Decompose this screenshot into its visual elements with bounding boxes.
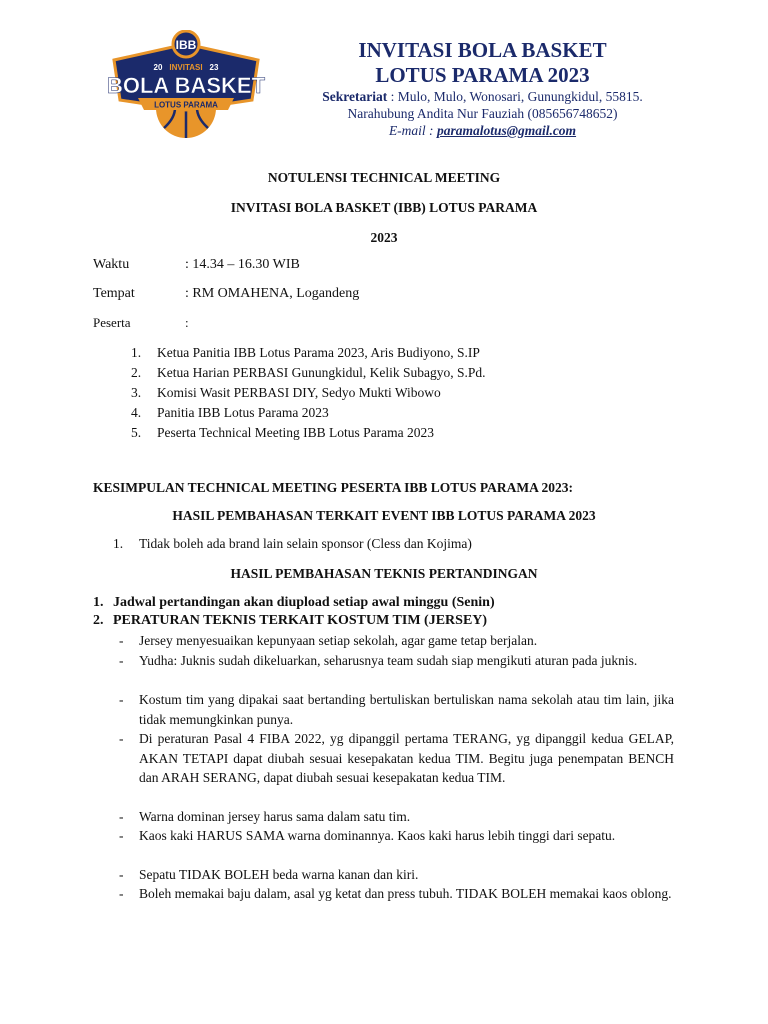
- list-item: 5. Peserta Technical Meeting IBB Lotus Parama 2023: [131, 425, 434, 440]
- list-item: 3. Komisi Wasit PERBASI DIY, Sedyo Mukti Wibowo: [131, 385, 441, 400]
- svg-text:INVITASI: INVITASI: [169, 63, 203, 72]
- email-line: E-mail : paramalotus@gmail.com: [388, 123, 577, 138]
- heading-line1: NOTULENSI TECHNICAL MEETING: [267, 170, 501, 185]
- jersey-rule: - Jersey menyesuaikan kepunyaan setiap sekolah, agar game tetap berjalan.: [119, 633, 538, 648]
- conclusion-title: KESIMPULAN TECHNICAL MEETING PESERTA IBB LOTUS PARAMA 2023:: [93, 480, 573, 495]
- jersey-rule: - Kostum tim yang dipakai saat bertanding bertuliskan bertuliskan nama sekolah atau tim lain, jika tidak memungkinkan punya.: [119, 692, 674, 727]
- org-title-line1: INVITASI BOLA BASKET: [358, 38, 607, 62]
- tempat-label: Tempat: [93, 286, 135, 301]
- jersey-rule: - Kaos kaki HARUS SAMA warna dominannya. Kaos kaki harus lebih tinggi dari sepatu.: [119, 828, 616, 843]
- svg-text:LOTUS PARAMA: LOTUS PARAMA: [154, 100, 218, 110]
- ibb-logo: [96, 30, 276, 142]
- svg-text:20: 20: [153, 63, 163, 72]
- letterhead: [300, 38, 665, 139]
- email-link[interactable]: paramalotus@gmail.com: [436, 123, 577, 138]
- svg-text:IBB: IBB: [175, 38, 197, 52]
- event-item-1: 1. Tidak boleh ada brand lain selain sponsor (Cless dan Kojima): [113, 536, 472, 551]
- list-item: 2. Ketua Harian PERBASI Gunungkidul, Kelik Subagyo, S.Pd.: [131, 365, 486, 380]
- svg-text:23: 23: [209, 63, 219, 72]
- tempat-row: [93, 286, 675, 302]
- secretariat-address: Sekretariat : Mulo, Mulo, Wonosari, Gunungkidul, 55815.: [322, 89, 643, 104]
- list-item: 1. Ketua Panitia IBB Lotus Parama 2023, Aris Budiyono, S.IP: [131, 345, 480, 360]
- heading-line3: 2023: [370, 230, 398, 245]
- jersey-rule: - Yudha: Juknis sudah dikeluarkan, seharusnya team sudah siap mengikuti aturan pada juknis.: [119, 653, 638, 668]
- technical-item-2: 2. PERATURAN TEKNIS TERKAIT KOSTUM TIM (JERSEY): [93, 613, 488, 628]
- jersey-rule: - Boleh memakai baju dalam, asal yg ketat dan press tubuh. TIDAK BOLEH memakai kaos oblong.: [119, 886, 672, 901]
- waktu-row: [93, 257, 675, 273]
- contact-person: Narahubung Andita Nur Fauziah (085656748652): [347, 106, 618, 121]
- waktu-label: Waktu: [93, 257, 130, 272]
- waktu-value: : 14.34 – 16.30 WIB: [185, 257, 300, 272]
- technical-item-1: 1. Jadwal pertandingan akan diupload setiap awal minggu (Senin): [93, 595, 495, 610]
- list-item: 4. Panitia IBB Lotus Parama 2023: [131, 405, 329, 420]
- jersey-rule: - Warna dominan jersey harus sama dalam satu tim.: [119, 809, 411, 824]
- svg-text:BOLA BASKET: BOLA BASKET: [106, 73, 266, 98]
- participant-list: [131, 343, 671, 443]
- org-title-line2: LOTUS PARAMA 2023: [375, 63, 590, 87]
- heading-line2: INVITASI BOLA BASKET (IBB) LOTUS PARAMA: [230, 200, 538, 215]
- tempat-value: : RM OMAHENA, Logandeng: [185, 286, 360, 301]
- peserta-label: Peserta: [93, 315, 131, 330]
- jersey-rule: - Di peraturan Pasal 4 FIBA 2022, yg dipanggil pertama TERANG, yg dipanggil kedua GELAP, AKAN TETAPI dapat diubah sesuai kesepakatan kedua TIM. Begitu juga penempatan BENCH dan ARAH SERANG, dapat diubah sesuai kesepakatan kedua TIM.: [119, 731, 674, 785]
- peserta-row: [93, 315, 675, 331]
- event-section-title: HASIL PEMBAHASAN TERKAIT EVENT IBB LOTUS PARAMA 2023: [172, 508, 596, 523]
- peserta-value: :: [185, 315, 189, 330]
- jersey-rule: - Sepatu TIDAK BOLEH beda warna kanan dan kiri.: [119, 867, 419, 882]
- technical-section-title: HASIL PEMBAHASAN TEKNIS PERTANDINGAN: [230, 566, 538, 581]
